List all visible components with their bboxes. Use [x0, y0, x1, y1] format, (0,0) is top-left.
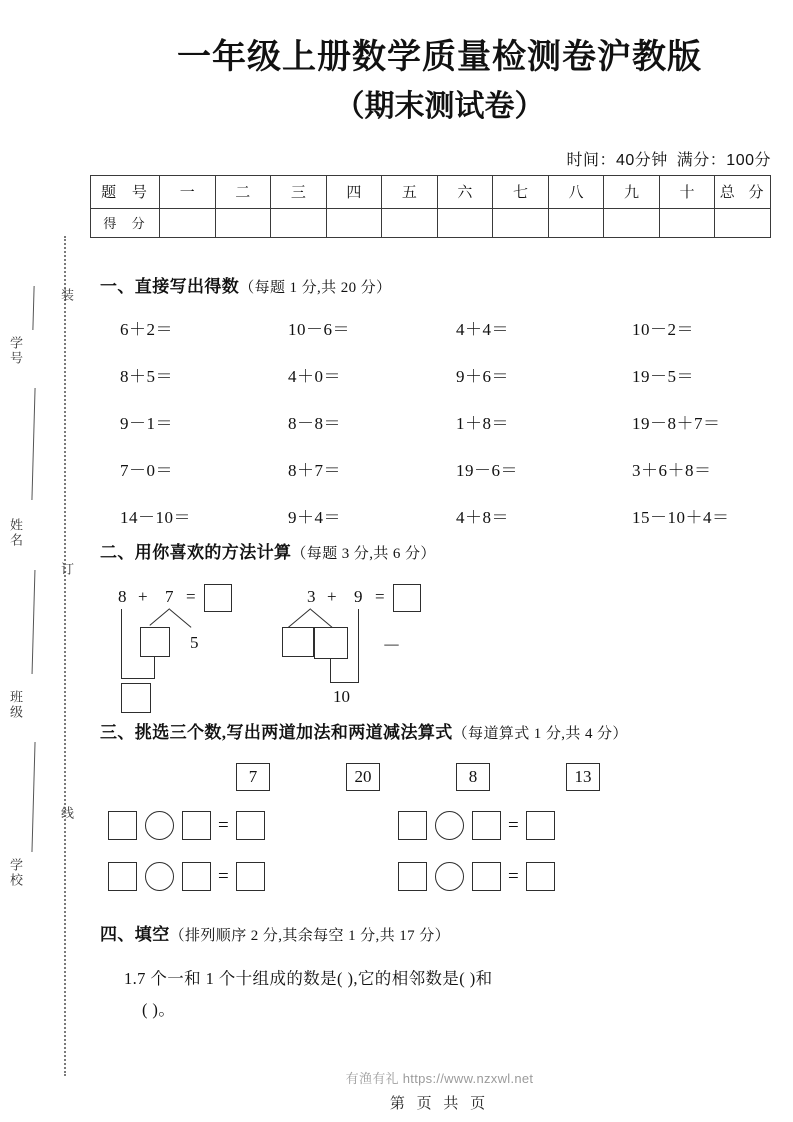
exam-time-label: 时间：40分钟 — [566, 151, 668, 169]
figure1-equals-sign: = — [186, 587, 196, 606]
figure2-answer-box[interactable] — [393, 584, 421, 612]
section-four-points: （排列顺序 2 分,其余每空 1 分,共 17 分） — [169, 928, 451, 944]
score-cell-3[interactable] — [271, 208, 327, 237]
figure1-split-left-branch — [149, 608, 170, 626]
binding-margin — [0, 0, 86, 1122]
watermark-text: 有渔有礼 https://www.nzxwl.net — [345, 1071, 534, 1086]
equation-blank-row — [398, 811, 688, 840]
calc-problem[interactable]: 4＋8＝ — [456, 508, 509, 527]
field-label-student-id: 学号 — [8, 336, 23, 366]
binding-word-ding: 订 — [59, 562, 74, 576]
equation-operator-circle[interactable] — [435, 811, 464, 840]
equation-operand-box-2[interactable] — [182, 862, 211, 891]
table-row — [91, 208, 771, 237]
fill-in-question-1 — [86, 963, 793, 1026]
figure1-plus-sign: + — [138, 587, 148, 606]
section-three-title — [86, 718, 793, 743]
figure2-equals-sign: = — [375, 587, 385, 606]
equation-result-box[interactable] — [236, 862, 265, 891]
equation-operand-box-1[interactable] — [108, 862, 137, 891]
figure2-left-operand: 3 — [307, 587, 316, 606]
calc-problem[interactable]: 10－2＝ — [632, 320, 694, 339]
calc-problem[interactable]: 9－1＝ — [120, 414, 173, 433]
figure1-answer-box[interactable] — [204, 584, 232, 612]
section-one-title — [86, 272, 793, 297]
equation-operator-circle[interactable] — [145, 862, 174, 891]
section-three-points: （每道算式 1 分,共 4 分） — [452, 726, 628, 742]
equation-equals-sign: = — [508, 814, 519, 836]
field-rule-line — [32, 570, 36, 674]
binding-word-xian: 线 — [59, 806, 74, 820]
equation-blank-row — [398, 862, 688, 891]
score-table-row-label-score: 得 分 — [91, 208, 160, 237]
field-rule-line — [31, 388, 35, 500]
score-table-col-8: 八 — [548, 175, 604, 208]
score-cell-2[interactable] — [215, 208, 271, 237]
page-subtitle: （期末测试卷） — [334, 89, 545, 123]
score-table-col-total: 总 分 — [715, 175, 771, 208]
equation-operator-circle[interactable] — [145, 811, 174, 840]
field-label-school: 学校 — [8, 858, 23, 888]
calc-problem[interactable]: 9＋6＝ — [456, 367, 509, 386]
field-label-class: 班级 — [8, 690, 23, 720]
section-one-problem-grid — [86, 315, 793, 528]
equation-operand-box-2[interactable] — [472, 811, 501, 840]
figure2-plus-sign: + — [327, 587, 337, 606]
score-table-col-2: 二 — [215, 175, 271, 208]
score-table-row-label-number: 题 号 — [91, 175, 160, 208]
figure2-split-left-branch — [287, 608, 311, 628]
calc-problem[interactable]: 9＋4＝ — [288, 508, 341, 527]
equation-blank-row — [108, 862, 398, 891]
figure1-left-stem — [121, 609, 122, 679]
equation-result-box[interactable] — [526, 811, 555, 840]
field-rule-line — [32, 286, 34, 330]
calc-problem[interactable]: 1＋8＝ — [456, 414, 509, 433]
figure1-left-operand: 8 — [118, 587, 127, 606]
score-cell-6[interactable] — [437, 208, 493, 237]
figure1-split-right-branch — [169, 609, 191, 628]
calc-problem[interactable]: 19－8＋7＝ — [632, 414, 721, 433]
section-one-points: （每题 1 分,共 20 分） — [239, 280, 392, 296]
exam-meta — [86, 147, 771, 170]
equation-operand-box-1[interactable] — [398, 811, 427, 840]
section-two-title — [86, 538, 793, 563]
equation-equals-sign: = — [508, 865, 519, 887]
calc-problem[interactable]: 14－10＝ — [120, 508, 191, 527]
score-table-col-5: 五 — [382, 175, 438, 208]
section-two-heading: 二、用你喜欢的方法计算 — [100, 543, 292, 562]
score-table — [90, 175, 771, 238]
section-four-title — [86, 920, 793, 945]
score-table-col-4: 四 — [326, 175, 382, 208]
figure2-minus-sign: － — [382, 636, 402, 657]
score-cell-5[interactable] — [382, 208, 438, 237]
figure2-split-box-right[interactable] — [314, 627, 348, 659]
score-table-col-1: 一 — [160, 175, 216, 208]
figure2-connector-vertical — [330, 659, 331, 683]
number-choice-box[interactable]: 20 — [346, 763, 380, 791]
page-number: 第 页 共 页 — [389, 1096, 490, 1112]
score-table-col-9: 九 — [604, 175, 660, 208]
calc-problem[interactable]: 10－6＝ — [288, 320, 350, 339]
figure2-split-label: 10 — [333, 687, 350, 706]
page-footer — [86, 1068, 793, 1113]
calc-problem[interactable]: 19－6＝ — [456, 461, 518, 480]
score-table-col-3: 三 — [271, 175, 327, 208]
score-cell-9[interactable] — [604, 208, 660, 237]
section-three — [86, 718, 793, 891]
number-choice-box[interactable]: 7 — [236, 763, 270, 791]
score-table-col-6: 六 — [437, 175, 493, 208]
calc-problem[interactable]: 8＋5＝ — [120, 367, 173, 386]
equation-operator-circle[interactable] — [435, 862, 464, 891]
calc-problem[interactable]: 15－10＋4＝ — [632, 508, 730, 527]
figure2-right-stem — [358, 609, 359, 683]
equation-operand-box-2[interactable] — [472, 862, 501, 891]
binding-word-zhuang: 装 — [59, 288, 74, 302]
figure1-split-label: 5 — [190, 633, 199, 652]
calc-problem[interactable]: 6＋2＝ — [120, 320, 173, 339]
section-four-heading: 四、填空 — [100, 925, 170, 944]
figure1-right-operand: 7 — [165, 587, 174, 606]
binding-dotted-line — [64, 236, 66, 1076]
calc-problem[interactable]: 8－8＝ — [288, 414, 341, 433]
score-table-col-7: 七 — [493, 175, 549, 208]
number-choice-box[interactable]: 8 — [456, 763, 490, 791]
fill-in-question-1-continuation[interactable]: ( )。 — [142, 1000, 176, 1020]
field-rule-line — [31, 742, 35, 852]
figure2-connector-horizontal — [330, 682, 359, 683]
section-one — [86, 272, 793, 528]
calc-problem[interactable]: 7－0＝ — [120, 461, 173, 480]
table-row — [91, 175, 771, 208]
section-three-equation-blanks — [86, 811, 793, 891]
fill-in-question-1-text[interactable]: 1.7 个一和 1 个十组成的数是( ),它的相邻数是( )和 — [124, 969, 493, 988]
number-choice-box[interactable]: 13 — [566, 763, 600, 791]
section-one-heading: 一、直接写出得数 — [100, 277, 240, 296]
figure2-right-operand: 9 — [354, 587, 363, 606]
equation-equals-sign: = — [218, 814, 229, 836]
section-three-heading: 三、挑选三个数,写出两道加法和两道减法算式 — [100, 723, 453, 742]
section-two — [86, 538, 793, 723]
equation-operand-box-1[interactable] — [108, 811, 137, 840]
score-cell-total[interactable] — [715, 208, 771, 237]
figure1-split-box[interactable] — [140, 627, 170, 657]
equation-operand-box-2[interactable] — [182, 811, 211, 840]
decomposition-figure-2 — [282, 587, 522, 717]
score-cell-1[interactable] — [160, 208, 216, 237]
equation-result-box[interactable] — [236, 811, 265, 840]
equation-equals-sign: = — [218, 865, 229, 887]
score-cell-7[interactable] — [493, 208, 549, 237]
calc-problem[interactable]: 3＋6＋8＝ — [632, 461, 712, 480]
decomposition-figures — [86, 573, 793, 723]
calc-problem[interactable]: 8＋7＝ — [288, 461, 341, 480]
section-two-points: （每题 3 分,共 6 分） — [291, 546, 436, 562]
score-cell-10[interactable] — [659, 208, 715, 237]
equation-blank-row — [108, 811, 398, 840]
calc-problem[interactable]: 4＋0＝ — [288, 367, 341, 386]
score-table-col-10: 十 — [659, 175, 715, 208]
equation-result-box[interactable] — [526, 862, 555, 891]
page-title: 一年级上册数学质量检测卷沪教版 — [177, 38, 702, 76]
figure1-result-box[interactable] — [121, 683, 151, 713]
exam-fullscore-label: 满分：100分 — [676, 151, 771, 169]
section-four — [86, 920, 793, 1026]
figure2-split-box-left[interactable] — [282, 627, 314, 657]
equation-operand-box-1[interactable] — [398, 862, 427, 891]
field-label-name: 姓名 — [8, 518, 23, 548]
section-three-number-choices — [86, 763, 793, 791]
calc-problem[interactable]: 4＋4＝ — [456, 320, 509, 339]
exam-content — [86, 0, 793, 1122]
score-cell-8[interactable] — [548, 208, 604, 237]
score-cell-4[interactable] — [326, 208, 382, 237]
calc-problem[interactable]: 19－5＝ — [632, 367, 694, 386]
figure1-connector-horizontal — [121, 678, 155, 679]
figure1-connector-vertical — [154, 657, 155, 679]
